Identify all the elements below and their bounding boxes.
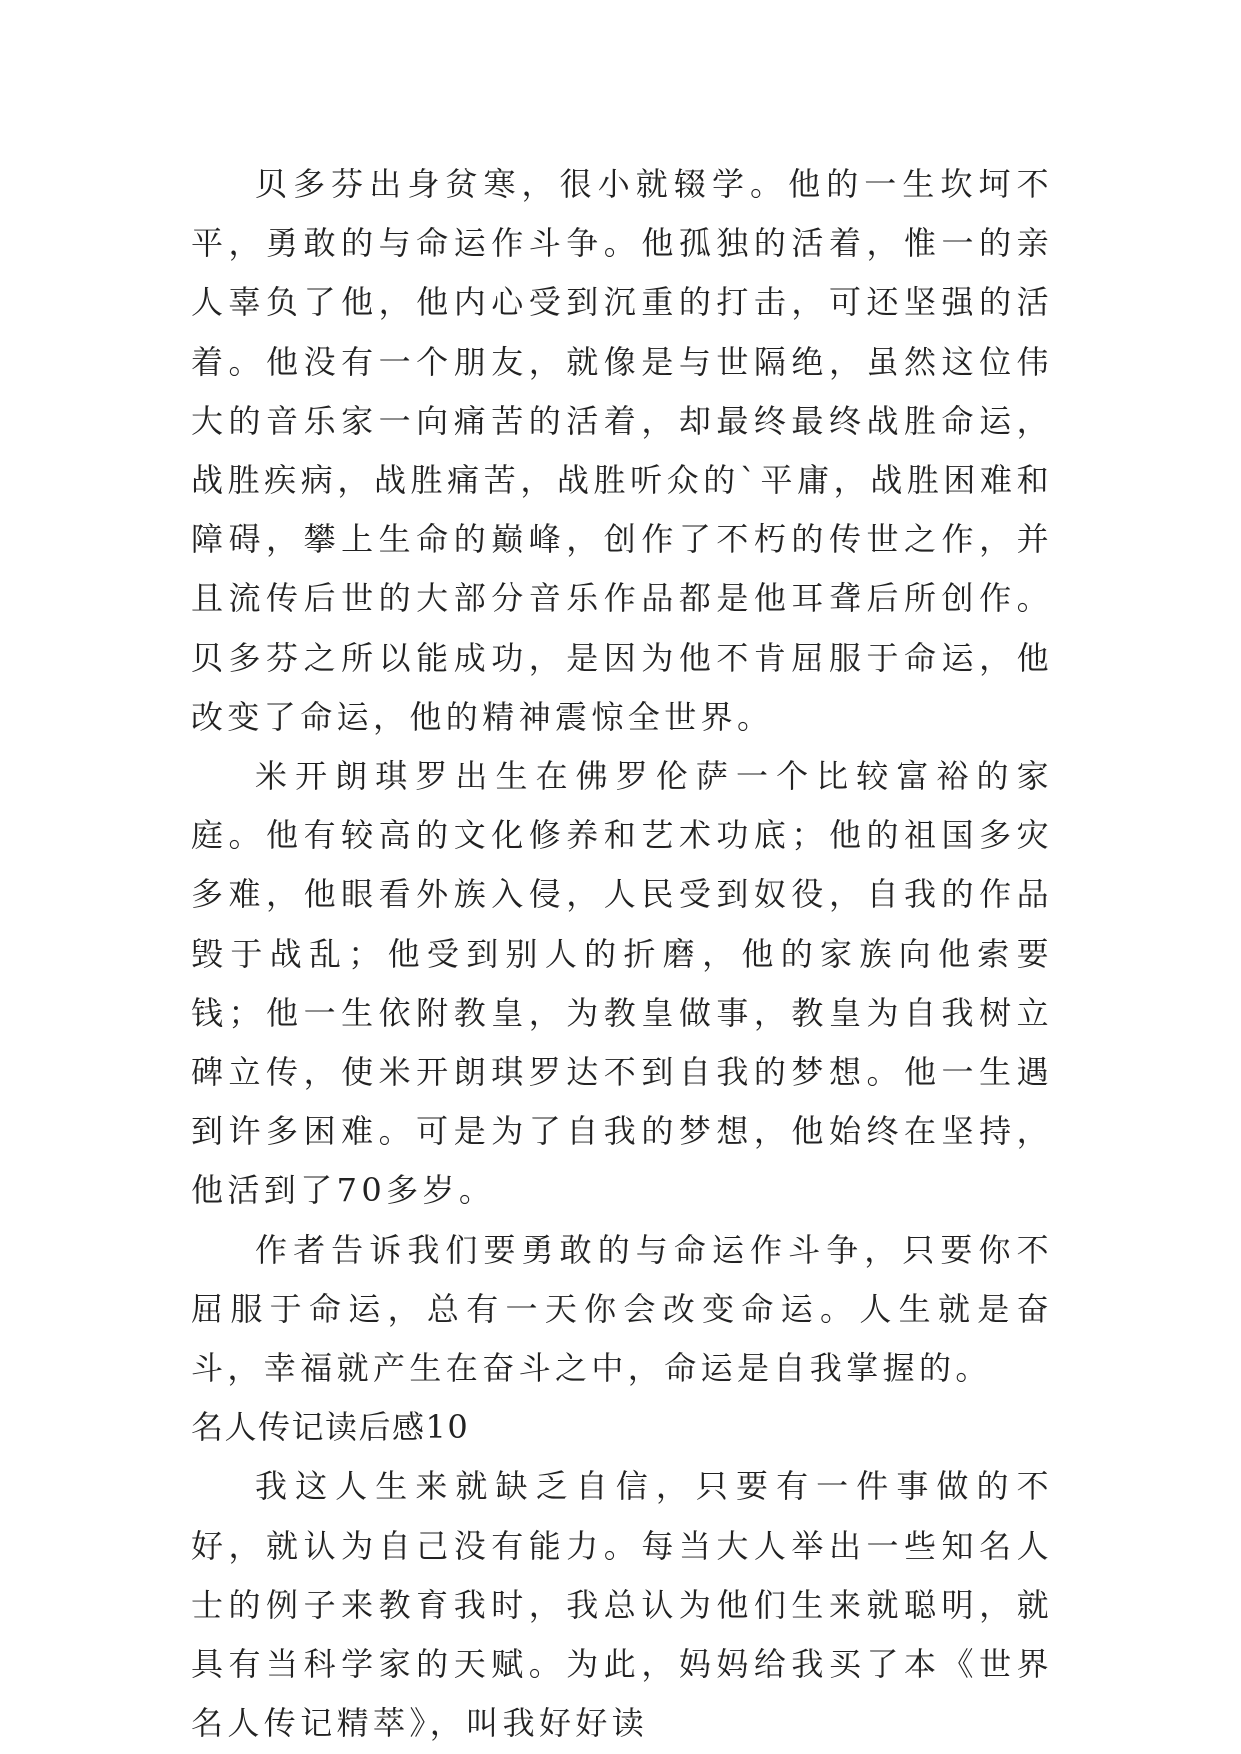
paragraph-confidence: 我这人生来就缺乏自信，只要有一件事做的不好，就认为自己没有能力。每当大人举出一些知名人士的例子来教育我时，我总认为他们生来就聪明，就具有当科学家的天赋。为此，妈妈给我买了本《世界名人传记精萃》，叫我好好读	[191, 1467, 1053, 1743]
paragraph-beethoven: 贝多芬出身贫寒，很小就辍学。他的一生坎坷不平，勇敢的与命运作斗争。他孤独的活着，惟一的亲人辜负了他，他内心受到沉重的打击，可还坚强的活着。他没有一个朋友，就像是与世隔绝，虽然这位伟大的音乐家一向痛苦的活着，却最终最终战胜命运，战胜疾病，战胜痛苦，战胜听众的`平庸，战胜困难和障碍，攀上生命的巅峰，创作了不朽的传世之作，并且流传后世的大部分音乐作品都是他耳聋后所创作。贝多芬之所以能成功，是因为他不肯屈服于命运，他改变了命运，他的精神震惊全世界。	[191, 165, 1053, 736]
section-heading: 名人传记读后感10	[191, 1408, 470, 1447]
paragraph-conclusion: 作者告诉我们要勇敢的与命运作斗争，只要你不屈服于命运，总有一天你会改变命运。人生就是奋斗，幸福就产生在奋斗之中，命运是自我掌握的。	[191, 1230, 1053, 1388]
document-body	[191, 155, 1053, 1753]
paragraph-michelangelo: 米开朗琪罗出生在佛罗伦萨一个比较富裕的家庭。他有较高的文化修养和艺术功底；他的祖国多灾多难，他眼看外族入侵，人民受到奴役，自我的作品毁于战乱；他受到别人的折磨，他的家族向他索要钱；他一生依附教皇，为教皇做事，教皇为自我树立碑立传，使米开朗琪罗达不到自我的梦想。他一生遇到许多困难。可是为了自我的梦想，他始终在坚持，他活到了70多岁。	[191, 757, 1053, 1210]
